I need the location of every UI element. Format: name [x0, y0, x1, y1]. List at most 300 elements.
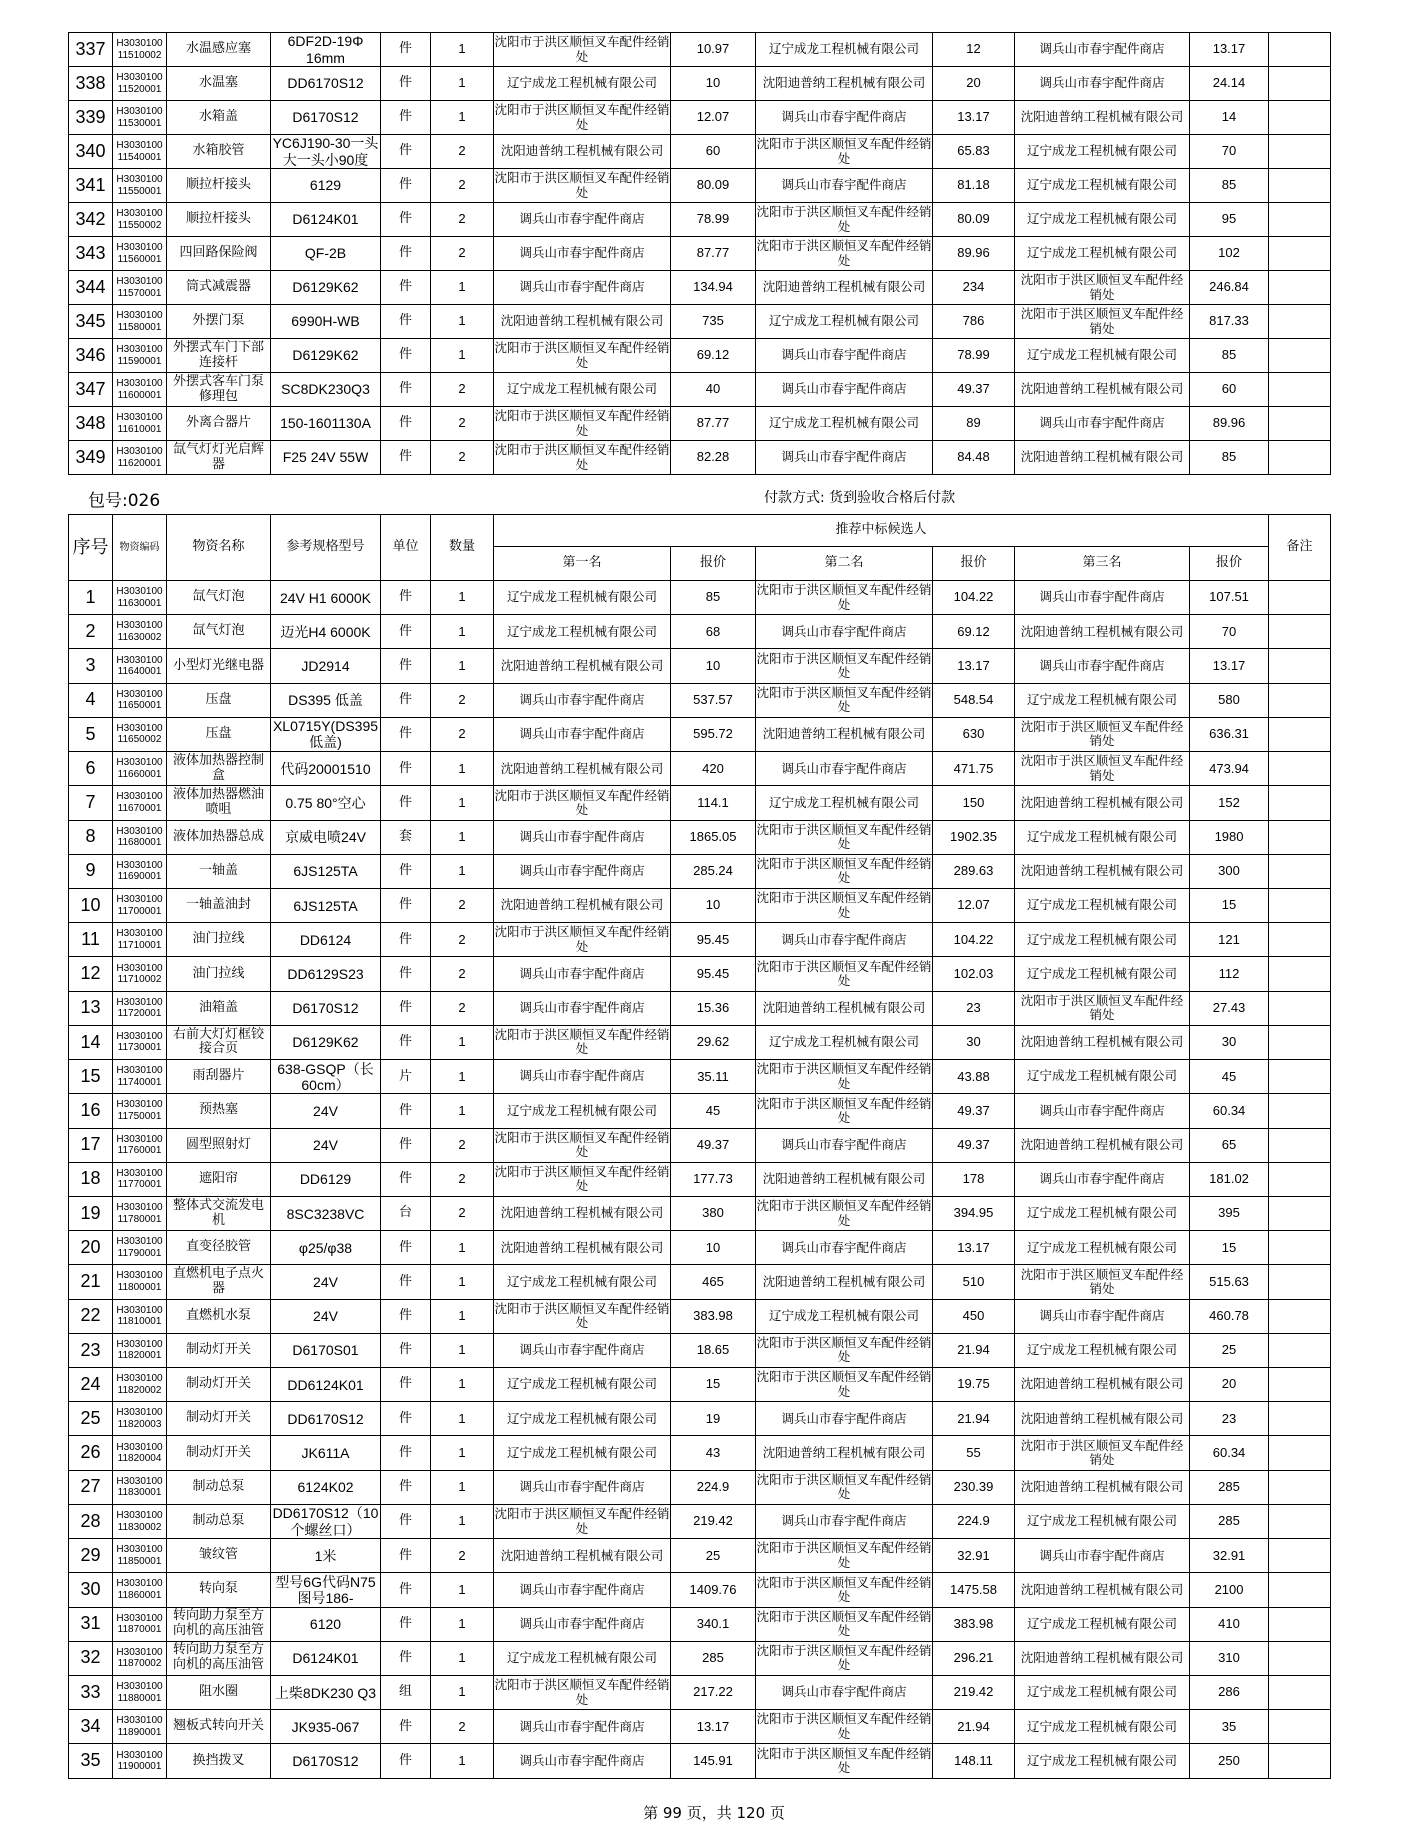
cell-first-price: 19 [671, 1402, 756, 1436]
table-row [69, 1299, 1331, 1333]
cell-code: H3030100 11550001 [113, 169, 167, 203]
cell-spec: DD6170S12 [271, 67, 381, 101]
cell-third-price: 15 [1190, 888, 1269, 922]
cell-seq: 23 [69, 1333, 113, 1367]
cell-name: 液体加热器总成 [167, 820, 271, 854]
cell-remark [1269, 683, 1331, 717]
cell-second-supplier: 沈阳市于洪区顺恒叉车配件经销处 [756, 1470, 933, 1504]
cell-remark [1269, 33, 1331, 67]
cell-third-price: 285 [1190, 1504, 1269, 1538]
cell-second-supplier: 辽宁成龙工程机械有限公司 [756, 1025, 933, 1059]
cell-first-price: 87.77 [671, 407, 756, 441]
cell-second-supplier: 沈阳迪普纳工程机械有限公司 [756, 717, 933, 751]
cell-seq: 15 [69, 1060, 113, 1094]
cell-spec: D6170S12 [271, 991, 381, 1025]
cell-unit: 件 [381, 1641, 431, 1675]
cell-first-price: 219.42 [671, 1504, 756, 1538]
cell-first-price: 10 [671, 649, 756, 683]
cell-third-price: 410 [1190, 1607, 1269, 1641]
cell-third-price: 460.78 [1190, 1299, 1269, 1333]
cell-first-supplier: 辽宁成龙工程机械有限公司 [494, 67, 671, 101]
cell-third-supplier: 辽宁成龙工程机械有限公司 [1015, 1607, 1190, 1641]
cell-name: 一轴盖 [167, 854, 271, 888]
cell-second-price: 49.37 [933, 373, 1015, 407]
cell-name: 一轴盖油封 [167, 888, 271, 922]
cell-spec: 型号6G代码N75 图号186- [271, 1573, 381, 1607]
cell-third-supplier: 沈阳迪普纳工程机械有限公司 [1015, 1470, 1190, 1504]
cell-second-supplier: 沈阳市于洪区顺恒叉车配件经销处 [756, 1333, 933, 1367]
cell-first-price: 29.62 [671, 1025, 756, 1059]
cell-third-price: 181.02 [1190, 1162, 1269, 1196]
cell-first-price: 595.72 [671, 717, 756, 751]
cell-second-price: 21.94 [933, 1402, 1015, 1436]
cell-second-price: 19.75 [933, 1368, 1015, 1402]
cell-first-supplier: 辽宁成龙工程机械有限公司 [494, 1641, 671, 1675]
cell-code: H3030100 11830001 [113, 1470, 167, 1504]
cell-first-supplier: 调兵山市春宇配件商店 [494, 1060, 671, 1094]
cell-third-price: 15 [1190, 1231, 1269, 1265]
cell-second-supplier: 辽宁成龙工程机械有限公司 [756, 786, 933, 820]
cell-third-supplier: 辽宁成龙工程机械有限公司 [1015, 1504, 1190, 1538]
cell-second-price: 548.54 [933, 683, 1015, 717]
cell-code: H3030100 11820001 [113, 1333, 167, 1367]
header-seq: 序号 [69, 515, 113, 581]
cell-code: H3030100 11670001 [113, 786, 167, 820]
cell-name: 水箱盖 [167, 101, 271, 135]
table-row [69, 717, 1331, 751]
cell-first-price: 285 [671, 1641, 756, 1675]
cell-code: H3030100 11610001 [113, 407, 167, 441]
cell-first-supplier: 沈阳迪普纳工程机械有限公司 [494, 305, 671, 339]
cell-second-supplier: 沈阳市于洪区顺恒叉车配件经销处 [756, 1094, 933, 1128]
cell-third-price: 310 [1190, 1641, 1269, 1675]
cell-qty: 2 [431, 991, 494, 1025]
cell-spec: JK611A [271, 1436, 381, 1470]
cell-unit: 件 [381, 1128, 431, 1162]
cell-third-supplier: 辽宁成龙工程机械有限公司 [1015, 135, 1190, 169]
cell-code: H3030100 11890001 [113, 1710, 167, 1744]
cell-second-price: 32.91 [933, 1539, 1015, 1573]
cell-third-price: 285 [1190, 1470, 1269, 1504]
cell-spec: D6129K62 [271, 1025, 381, 1059]
cell-third-supplier: 调兵山市春宇配件商店 [1015, 407, 1190, 441]
table-row [69, 1607, 1331, 1641]
cell-unit: 片 [381, 1060, 431, 1094]
cell-remark [1269, 339, 1331, 373]
cell-third-supplier: 沈阳市于洪区顺恒叉车配件经销处 [1015, 305, 1190, 339]
cell-first-price: 15 [671, 1368, 756, 1402]
table-row [69, 271, 1331, 305]
cell-first-supplier: 沈阳市于洪区顺恒叉车配件经销处 [494, 1162, 671, 1196]
cell-first-supplier: 调兵山市春宇配件商店 [494, 820, 671, 854]
cell-spec: DS395 低盖 [271, 683, 381, 717]
cell-name: 整体式交流发电机 [167, 1196, 271, 1230]
cell-code: H3030100 11740001 [113, 1060, 167, 1094]
cell-first-price: 35.11 [671, 1060, 756, 1094]
cell-name: 直燃机水泵 [167, 1299, 271, 1333]
cell-second-price: 178 [933, 1162, 1015, 1196]
table-row [69, 1128, 1331, 1162]
cell-unit: 件 [381, 1402, 431, 1436]
cell-first-supplier: 调兵山市春宇配件商店 [494, 1470, 671, 1504]
cell-qty: 2 [431, 957, 494, 991]
cell-third-supplier: 沈阳市于洪区顺恒叉车配件经销处 [1015, 752, 1190, 786]
table-row [69, 991, 1331, 1025]
table-row [69, 1710, 1331, 1744]
cell-seq: 28 [69, 1504, 113, 1538]
table-row [69, 1231, 1331, 1265]
cell-first-price: 40 [671, 373, 756, 407]
cell-spec: 6129 [271, 169, 381, 203]
cell-third-price: 13.17 [1190, 33, 1269, 67]
cell-second-price: 104.22 [933, 581, 1015, 615]
cell-code: H3030100 11530001 [113, 101, 167, 135]
cell-unit: 件 [381, 407, 431, 441]
cell-third-supplier: 沈阳迪普纳工程机械有限公司 [1015, 854, 1190, 888]
cell-first-price: 68 [671, 615, 756, 649]
cell-first-price: 217.22 [671, 1676, 756, 1710]
cell-unit: 件 [381, 683, 431, 717]
cell-spec: DD6129 [271, 1162, 381, 1196]
cell-remark [1269, 1470, 1331, 1504]
cell-name: 制动灯开关 [167, 1402, 271, 1436]
cell-name: 小型灯光继电器 [167, 649, 271, 683]
cell-remark [1269, 1231, 1331, 1265]
cell-code: H3030100 11620001 [113, 441, 167, 475]
cell-seq: 11 [69, 923, 113, 957]
cell-third-supplier: 辽宁成龙工程机械有限公司 [1015, 683, 1190, 717]
cell-spec: YC6J190-30一头大一头小90度 [271, 135, 381, 169]
cell-remark [1269, 581, 1331, 615]
table-row [69, 786, 1331, 820]
cell-first-price: 10 [671, 1231, 756, 1265]
cell-qty: 2 [431, 683, 494, 717]
cell-name: 转向助力泵至方向机的高压油管 [167, 1607, 271, 1641]
cell-first-supplier: 沈阳迪普纳工程机械有限公司 [494, 135, 671, 169]
cell-spec: 6DF2D-19Φ 16mm [271, 33, 381, 67]
cell-seq: 5 [69, 717, 113, 751]
cell-second-supplier: 调兵山市春宇配件商店 [756, 1504, 933, 1538]
table-row [69, 1094, 1331, 1128]
cell-qty: 2 [431, 441, 494, 475]
cell-qty: 1 [431, 1504, 494, 1538]
cell-name: 右前大灯灯框铰接合页 [167, 1025, 271, 1059]
cell-remark [1269, 1060, 1331, 1094]
header-third: 第三名 [1015, 547, 1190, 581]
cell-code: H3030100 11690001 [113, 854, 167, 888]
cell-code: H3030100 11810001 [113, 1299, 167, 1333]
table-row [69, 169, 1331, 203]
cell-qty: 2 [431, 923, 494, 957]
cell-seq: 12 [69, 957, 113, 991]
cell-first-price: 10 [671, 888, 756, 922]
table-row [69, 1402, 1331, 1436]
cell-remark [1269, 441, 1331, 475]
cell-qty: 1 [431, 1402, 494, 1436]
cell-second-supplier: 沈阳市于洪区顺恒叉车配件经销处 [756, 1641, 933, 1675]
cell-remark [1269, 786, 1331, 820]
cell-seq: 6 [69, 752, 113, 786]
cell-second-price: 43.88 [933, 1060, 1015, 1094]
cell-first-price: 18.65 [671, 1333, 756, 1367]
cell-first-price: 380 [671, 1196, 756, 1230]
cell-name: 制动灯开关 [167, 1436, 271, 1470]
table-row [69, 67, 1331, 101]
continued-table [68, 32, 1331, 475]
cell-second-supplier: 调兵山市春宇配件商店 [756, 169, 933, 203]
cell-code: H3030100 11750001 [113, 1094, 167, 1128]
cell-second-supplier: 沈阳市于洪区顺恒叉车配件经销处 [756, 1710, 933, 1744]
cell-spec: D6170S01 [271, 1333, 381, 1367]
cell-name: 转向泵 [167, 1573, 271, 1607]
cell-second-supplier: 调兵山市春宇配件商店 [756, 923, 933, 957]
cell-first-supplier: 沈阳市于洪区顺恒叉车配件经销处 [494, 169, 671, 203]
table-row [69, 203, 1331, 237]
cell-third-price: 70 [1190, 615, 1269, 649]
cell-remark [1269, 407, 1331, 441]
cell-first-supplier: 调兵山市春宇配件商店 [494, 1710, 671, 1744]
cell-first-supplier: 辽宁成龙工程机械有限公司 [494, 581, 671, 615]
table-row [69, 888, 1331, 922]
cell-unit: 件 [381, 373, 431, 407]
cell-first-price: 537.57 [671, 683, 756, 717]
cell-third-supplier: 调兵山市春宇配件商店 [1015, 33, 1190, 67]
cell-first-supplier: 沈阳市于洪区顺恒叉车配件经销处 [494, 1299, 671, 1333]
cell-unit: 件 [381, 786, 431, 820]
cell-first-supplier: 沈阳市于洪区顺恒叉车配件经销处 [494, 786, 671, 820]
cell-remark [1269, 67, 1331, 101]
cell-third-supplier: 调兵山市春宇配件商店 [1015, 1539, 1190, 1573]
cell-first-supplier: 辽宁成龙工程机械有限公司 [494, 1436, 671, 1470]
cell-unit: 件 [381, 649, 431, 683]
cell-seq: 340 [69, 135, 113, 169]
cell-spec: 638-GSQP（长60cm） [271, 1060, 381, 1094]
cell-unit: 件 [381, 339, 431, 373]
cell-third-price: 300 [1190, 854, 1269, 888]
cell-first-price: 134.94 [671, 271, 756, 305]
cell-unit: 件 [381, 1299, 431, 1333]
cell-first-price: 10.97 [671, 33, 756, 67]
table-row [69, 1470, 1331, 1504]
cell-second-supplier: 调兵山市春宇配件商店 [756, 615, 933, 649]
cell-remark [1269, 305, 1331, 339]
cell-third-price: 121 [1190, 923, 1269, 957]
cell-code: H3030100 11700001 [113, 888, 167, 922]
cell-third-price: 817.33 [1190, 305, 1269, 339]
cell-first-supplier: 调兵山市春宇配件商店 [494, 683, 671, 717]
cell-first-price: 85 [671, 581, 756, 615]
cell-unit: 件 [381, 1333, 431, 1367]
cell-name: 顺拉杆接头 [167, 203, 271, 237]
cell-first-price: 1409.76 [671, 1573, 756, 1607]
cell-name: 液体加热器燃油喷咀 [167, 786, 271, 820]
cell-spec: D6170S12 [271, 101, 381, 135]
cell-second-price: 630 [933, 717, 1015, 751]
cell-third-supplier: 沈阳迪普纳工程机械有限公司 [1015, 373, 1190, 407]
table-row [69, 820, 1331, 854]
cell-second-supplier: 沈阳市于洪区顺恒叉车配件经销处 [756, 581, 933, 615]
cell-code: H3030100 11830002 [113, 1504, 167, 1538]
cell-third-price: 2100 [1190, 1573, 1269, 1607]
cell-spec: 代码20001510 [271, 752, 381, 786]
cell-second-price: 394.95 [933, 1196, 1015, 1230]
cell-qty: 1 [431, 1744, 494, 1778]
cell-unit: 件 [381, 1025, 431, 1059]
cell-remark [1269, 1196, 1331, 1230]
cell-qty: 1 [431, 1573, 494, 1607]
table-row [69, 649, 1331, 683]
cell-third-price: 246.84 [1190, 271, 1269, 305]
cell-second-price: 219.42 [933, 1676, 1015, 1710]
cell-first-supplier: 沈阳迪普纳工程机械有限公司 [494, 1539, 671, 1573]
cell-name: 油箱盖 [167, 991, 271, 1025]
cell-first-supplier: 沈阳市于洪区顺恒叉车配件经销处 [494, 923, 671, 957]
cell-third-supplier: 沈阳市于洪区顺恒叉车配件经销处 [1015, 271, 1190, 305]
cell-spec: DD6170S12 [271, 1402, 381, 1436]
cell-second-supplier: 沈阳市于洪区顺恒叉车配件经销处 [756, 135, 933, 169]
cell-seq: 32 [69, 1641, 113, 1675]
cell-remark [1269, 1333, 1331, 1367]
header-spec: 参考规格型号 [271, 515, 381, 581]
cell-third-supplier: 辽宁成龙工程机械有限公司 [1015, 237, 1190, 271]
cell-qty: 2 [431, 203, 494, 237]
cell-second-supplier: 调兵山市春宇配件商店 [756, 752, 933, 786]
cell-code: H3030100 11800001 [113, 1265, 167, 1299]
header-unit: 单位 [381, 515, 431, 581]
header-name: 物资名称 [167, 515, 271, 581]
cell-seq: 18 [69, 1162, 113, 1196]
cell-third-supplier: 沈阳迪普纳工程机械有限公司 [1015, 1025, 1190, 1059]
cell-code: H3030100 11660001 [113, 752, 167, 786]
cell-code: H3030100 11510002 [113, 33, 167, 67]
table-row [69, 1436, 1331, 1470]
table-row [69, 1539, 1331, 1573]
cell-name: 外摆式客车门泵修理包 [167, 373, 271, 407]
cell-code: H3030100 11820004 [113, 1436, 167, 1470]
cell-third-price: 580 [1190, 683, 1269, 717]
cell-unit: 台 [381, 1196, 431, 1230]
cell-name: 预热塞 [167, 1094, 271, 1128]
cell-first-supplier: 辽宁成龙工程机械有限公司 [494, 1402, 671, 1436]
cell-first-supplier: 沈阳市于洪区顺恒叉车配件经销处 [494, 33, 671, 67]
cell-seq: 19 [69, 1196, 113, 1230]
cell-second-price: 65.83 [933, 135, 1015, 169]
cell-first-price: 15.36 [671, 991, 756, 1025]
cell-third-price: 515.63 [1190, 1265, 1269, 1299]
cell-qty: 2 [431, 888, 494, 922]
cell-remark [1269, 1573, 1331, 1607]
cell-third-supplier: 辽宁成龙工程机械有限公司 [1015, 1333, 1190, 1367]
cell-third-supplier: 辽宁成龙工程机械有限公司 [1015, 1196, 1190, 1230]
cell-seq: 21 [69, 1265, 113, 1299]
table-row [69, 339, 1331, 373]
cell-third-price: 25 [1190, 1333, 1269, 1367]
cell-code: H3030100 11770001 [113, 1162, 167, 1196]
table-row [69, 305, 1331, 339]
cell-second-supplier: 沈阳迪普纳工程机械有限公司 [756, 991, 933, 1025]
cell-second-supplier: 沈阳市于洪区顺恒叉车配件经销处 [756, 1060, 933, 1094]
cell-name: 四回路保险阀 [167, 237, 271, 271]
cell-code: H3030100 11570001 [113, 271, 167, 305]
table-row [69, 615, 1331, 649]
cell-seq: 34 [69, 1710, 113, 1744]
cell-unit: 件 [381, 717, 431, 751]
cell-remark [1269, 135, 1331, 169]
cell-third-supplier: 沈阳迪普纳工程机械有限公司 [1015, 1368, 1190, 1402]
cell-name: 转向助力泵至方向机的高压油管 [167, 1641, 271, 1675]
cell-name: 油门拉线 [167, 957, 271, 991]
cell-third-supplier: 沈阳迪普纳工程机械有限公司 [1015, 1573, 1190, 1607]
cell-remark [1269, 1162, 1331, 1196]
cell-remark [1269, 649, 1331, 683]
cell-first-supplier: 辽宁成龙工程机械有限公司 [494, 1265, 671, 1299]
cell-third-supplier: 辽宁成龙工程机械有限公司 [1015, 1231, 1190, 1265]
cell-second-price: 84.48 [933, 441, 1015, 475]
cell-code: H3030100 11850001 [113, 1539, 167, 1573]
cell-third-supplier: 辽宁成龙工程机械有限公司 [1015, 339, 1190, 373]
table-row [69, 752, 1331, 786]
cell-remark [1269, 957, 1331, 991]
cell-spec: 6124K02 [271, 1470, 381, 1504]
cell-third-price: 45 [1190, 1060, 1269, 1094]
cell-code: H3030100 11640001 [113, 649, 167, 683]
cell-first-supplier: 调兵山市春宇配件商店 [494, 854, 671, 888]
cell-second-price: 102.03 [933, 957, 1015, 991]
cell-code: H3030100 11580001 [113, 305, 167, 339]
header-second: 第二名 [756, 547, 933, 581]
cell-qty: 1 [431, 1265, 494, 1299]
cell-code: H3030100 11870002 [113, 1641, 167, 1675]
cell-seq: 3 [69, 649, 113, 683]
cell-first-supplier: 辽宁成龙工程机械有限公司 [494, 615, 671, 649]
cell-second-price: 21.94 [933, 1333, 1015, 1367]
cell-first-supplier: 沈阳迪普纳工程机械有限公司 [494, 888, 671, 922]
cell-code: H3030100 11780001 [113, 1196, 167, 1230]
cell-third-supplier: 沈阳迪普纳工程机械有限公司 [1015, 101, 1190, 135]
cell-second-supplier: 沈阳市于洪区顺恒叉车配件经销处 [756, 237, 933, 271]
cell-seq: 344 [69, 271, 113, 305]
cell-spec: JD2914 [271, 649, 381, 683]
cell-remark [1269, 1025, 1331, 1059]
cell-first-supplier: 辽宁成龙工程机械有限公司 [494, 1368, 671, 1402]
cell-qty: 1 [431, 67, 494, 101]
cell-code: H3030100 11820003 [113, 1402, 167, 1436]
cell-seq: 347 [69, 373, 113, 407]
cell-remark [1269, 717, 1331, 751]
cell-second-price: 13.17 [933, 101, 1015, 135]
cell-first-price: 80.09 [671, 169, 756, 203]
table-row [69, 1162, 1331, 1196]
table-row [69, 923, 1331, 957]
cell-unit: 件 [381, 305, 431, 339]
cell-third-price: 107.51 [1190, 581, 1269, 615]
cell-second-supplier: 调兵山市春宇配件商店 [756, 373, 933, 407]
cell-spec: DD6124K01 [271, 1368, 381, 1402]
header-price-2: 报价 [933, 547, 1015, 581]
header-code: 物资编码 [113, 515, 167, 581]
cell-third-price: 102 [1190, 237, 1269, 271]
cell-qty: 2 [431, 135, 494, 169]
cell-unit: 件 [381, 1710, 431, 1744]
cell-name: 皱纹管 [167, 1539, 271, 1573]
cell-unit: 件 [381, 237, 431, 271]
cell-first-supplier: 辽宁成龙工程机械有限公司 [494, 373, 671, 407]
header-first: 第一名 [494, 547, 671, 581]
cell-unit: 件 [381, 441, 431, 475]
cell-remark [1269, 1539, 1331, 1573]
header-price-1: 报价 [671, 547, 756, 581]
cell-unit: 件 [381, 923, 431, 957]
